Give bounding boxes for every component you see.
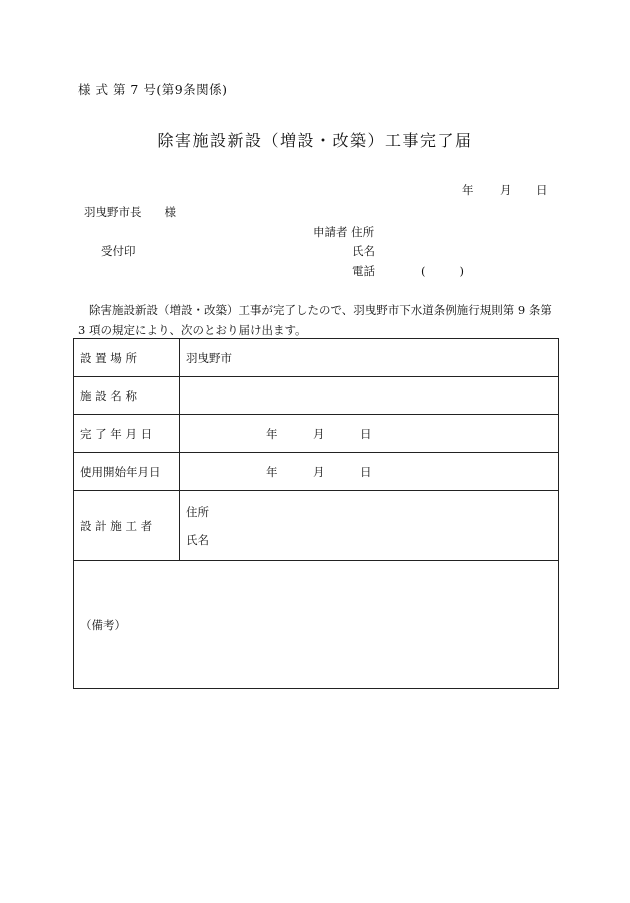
contractor-name-label: 氏名 bbox=[186, 532, 209, 547]
submission-date bbox=[462, 182, 548, 198]
usage-start-date-label: 使用開始年月日 bbox=[74, 453, 180, 491]
notes-field[interactable] bbox=[74, 561, 559, 689]
applicant-address-label: 申請者 住所 bbox=[313, 225, 375, 239]
table-row bbox=[74, 491, 559, 561]
reception-stamp-label: 受付印 bbox=[101, 244, 136, 258]
table-row bbox=[74, 377, 559, 415]
usage-start-month-label: 月 bbox=[313, 464, 325, 479]
completion-year-label: 年 bbox=[266, 426, 278, 441]
completion-month-label: 月 bbox=[313, 426, 325, 441]
phone-paren-close: ) bbox=[459, 264, 464, 278]
table-row bbox=[74, 453, 559, 491]
installation-location-value[interactable]: 羽曳野市 bbox=[180, 339, 559, 377]
notes-label: （備考） bbox=[80, 617, 126, 632]
completion-form-table bbox=[73, 338, 559, 689]
usage-start-date-value[interactable] bbox=[180, 453, 559, 491]
form-number: 様 式 第 7 号(第9条関係) bbox=[78, 82, 228, 97]
usage-start-year-label: 年 bbox=[266, 464, 278, 479]
completion-date-label: 完 了 年 月 日 bbox=[74, 415, 180, 453]
date-month-label: 月 bbox=[500, 183, 512, 197]
usage-start-day-label: 日 bbox=[360, 464, 372, 479]
facility-name-value[interactable] bbox=[180, 377, 559, 415]
applicant-name-label: 氏名 bbox=[352, 244, 375, 258]
completion-date-value[interactable] bbox=[180, 415, 559, 453]
completion-day-label: 日 bbox=[360, 426, 372, 441]
phone-label: 電話 bbox=[352, 264, 375, 278]
designer-contractor-value[interactable] bbox=[180, 491, 559, 561]
designer-contractor-label: 設 計 施 工 者 bbox=[74, 491, 180, 561]
contractor-address-label: 住所 bbox=[186, 504, 209, 519]
facility-name-label: 施 設 名 称 bbox=[74, 377, 180, 415]
phone-paren-open: ( bbox=[421, 264, 426, 278]
date-day-label: 日 bbox=[536, 183, 548, 197]
addressee: 羽曳野市長 様 bbox=[84, 205, 176, 219]
table-row bbox=[74, 339, 559, 377]
installation-location-label: 設 置 場 所 bbox=[74, 339, 180, 377]
applicant-phone bbox=[352, 263, 464, 279]
notes-row bbox=[74, 561, 559, 689]
date-year-label: 年 bbox=[462, 183, 474, 197]
document-title: 除害施設新設（増設・改築）工事完了届 bbox=[157, 131, 473, 150]
table-row bbox=[74, 415, 559, 453]
declaration-paragraph: 除害施設新設（増設・改築）工事が完了したので、羽曳野市下水道条例施行規則第 9 条第 3 項の規定により、次のとおり届け出ます。 bbox=[78, 303, 552, 337]
